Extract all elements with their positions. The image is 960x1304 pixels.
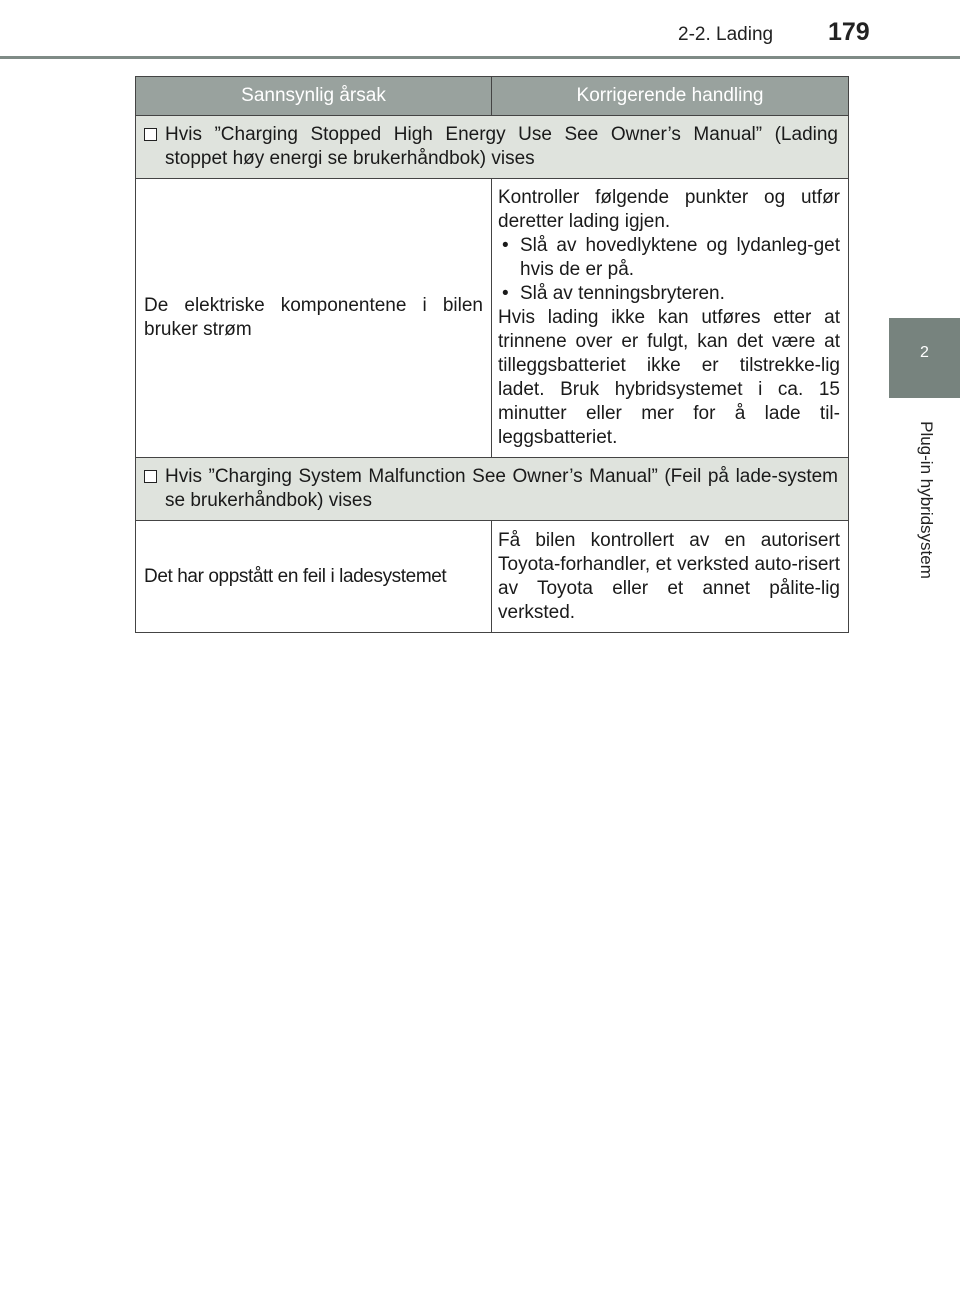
cause-text: De elektriske komponentene i bilen bruker strøm xyxy=(144,295,483,340)
troubleshooting-table xyxy=(135,76,849,633)
condition-row xyxy=(136,116,849,179)
condition-text: Hvis ”Charging Stopped High Energy Use See Owner’s Manual” (Lading stoppet høy energi se brukerhåndbok) vises xyxy=(165,124,838,169)
column-header-cause: Sannsynlig årsak xyxy=(136,77,492,116)
bullet-text: Slå av tenningsbryteren. xyxy=(520,283,725,304)
action-cell xyxy=(492,521,849,633)
condition-cell xyxy=(136,116,849,179)
cause-cell xyxy=(136,521,492,633)
chapter-tab xyxy=(889,318,960,398)
list-item xyxy=(498,234,840,282)
condition-row xyxy=(136,458,849,521)
chapter-number: 2 xyxy=(920,344,929,361)
chapter-title: Plug-in hybridsystem xyxy=(917,421,936,579)
header-divider xyxy=(0,56,960,59)
checkbox-outline-icon xyxy=(144,128,157,141)
condition-cell xyxy=(136,458,849,521)
action-cell xyxy=(492,179,849,458)
bullet-text: Slå av hovedlyktene og lydanleg-get hvis de er på. xyxy=(520,235,840,280)
page-number: 179 xyxy=(828,18,870,46)
list-item xyxy=(498,282,840,306)
bullet-icon: • xyxy=(502,235,509,256)
action-bullet-list xyxy=(498,234,840,306)
table-header-row xyxy=(136,77,849,116)
action-outro: Hvis lading ikke kan utføres etter at trinnene over er fulgt, kan det være at tilleggsbatteriet ikke er tilstrekke-lig ladet. Bruk hybridsystemet i ca. 15 minutter eller mer for å lade til-leggsbatteriet. xyxy=(498,307,840,448)
column-header-action: Korrigerende handling xyxy=(492,77,849,116)
table-row xyxy=(136,179,849,458)
condition-text: Hvis ”Charging System Malfunction See Owner’s Manual” (Feil på lade-system se brukerhåndbok) vises xyxy=(165,466,838,511)
section-title: 2-2. Lading xyxy=(678,24,774,45)
cause-text: Det har oppstått en feil i ladesystemet xyxy=(144,565,447,587)
table-row xyxy=(136,521,849,633)
action-intro: Få bilen kontrollert av en autorisert Toyota-forhandler, et verksted auto-risert av Toyota eller et annet pålite-lig verksted. xyxy=(498,529,840,623)
checkbox-outline-icon xyxy=(144,470,157,483)
cause-cell xyxy=(136,179,492,458)
bullet-icon: • xyxy=(502,283,509,304)
action-intro: Kontroller følgende punkter og utfør deretter lading igjen. xyxy=(498,187,840,232)
